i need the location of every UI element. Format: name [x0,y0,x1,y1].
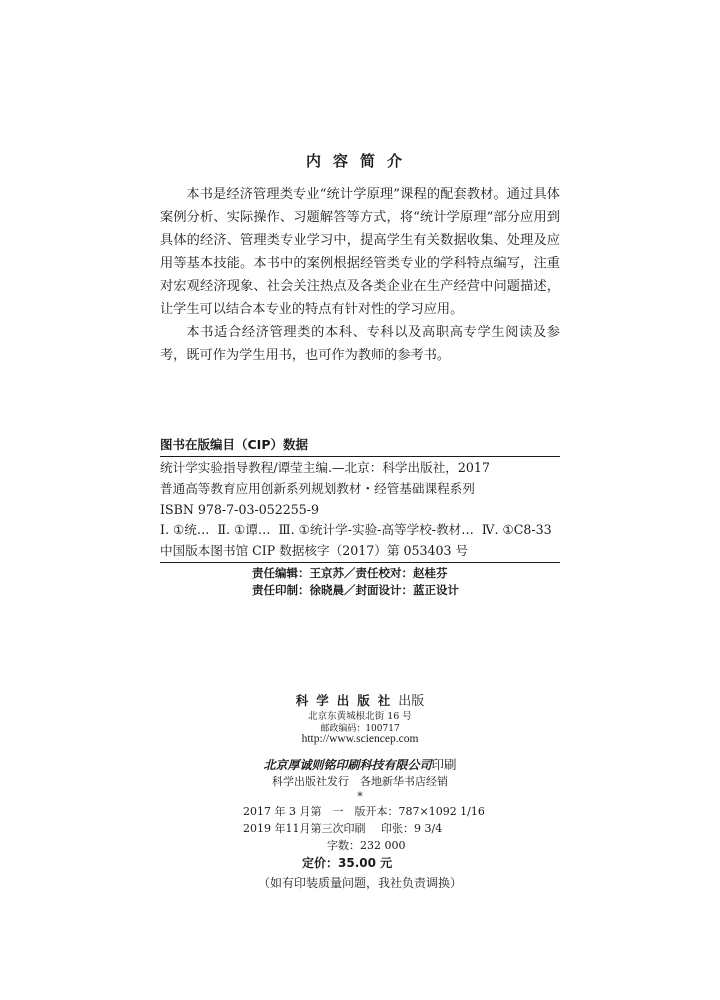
cip-class-2: Ⅱ. ①谭… [217,522,271,538]
staff-credits [252,565,459,599]
cip-top-rule [160,456,560,457]
cip-class-3: Ⅲ. ①统计学-实验-高等学校-教材… [278,522,474,538]
intro-title: 内容简介 [305,152,414,170]
printer-logo: 北京厚诚则铭印刷科技有限公司 [263,758,432,772]
publisher-logo: 科学出版社 [295,693,399,708]
cip-line-number: 中国版本图书馆 CIP 数据核字（2017）第 053403 号 [160,543,469,559]
cip-data [160,458,560,562]
publisher-address: 北京东黄城根北街 16 号 [308,711,412,722]
distribution-line: 科学出版社发行 各地新华书店经销 [272,775,448,788]
quality-notice: （如有印装质量问题，我社负责调换） [257,876,462,890]
publisher-zip: 邮政编码：100717 [320,724,400,734]
printer-suffix: 印刷 [431,757,457,772]
intro-text [160,183,560,367]
cip-line-title: 统计学实验指导教程/谭莹主编.—北京：科学出版社，2017 [160,460,490,475]
edition-format: 开本：787×1092 1/16 [365,805,485,818]
cip-line-isbn: ISBN 978-7-03-052255-9 [160,501,320,517]
publisher-website: http://www.sciencep.com [301,733,419,745]
publisher-line [0,690,720,709]
cip-class-4: Ⅳ. ①C8-33 [481,522,552,538]
edition-third-print: 2019 年11月第三次印刷 [243,821,366,835]
staff-line-production: 责任印制：徐晓晨／封面设计：蓝正设计 [252,583,459,597]
cip-class-1: Ⅰ. ①统… [160,522,210,538]
intro-paragraph-2: 本书适合经济管理类的本科、专科以及高职高专学生阅读及参考，既可作为学生用书，也可作为教师的参考书。 [160,325,560,363]
cip-bottom-rule [160,562,560,563]
staff-line-editors: 责任编辑：王京苏／责任校对：赵桂芬 [252,566,448,580]
cip-title: 图书在版编目（CIP）数据 [160,437,308,452]
publisher-suffix: 出版 [398,694,425,709]
edition-sheets: 印张：9 3/4 [381,821,443,835]
edition-first: 2017 年 3 月第 一 版 [243,805,366,818]
separator-star: * [357,790,363,803]
printer-line [0,755,720,773]
word-count: 字数：232 000 [327,839,406,852]
price: 定价：35.00 元 [302,856,393,870]
edition-row-1 [243,804,483,821]
edition-info [243,804,483,837]
edition-row-2 [243,821,483,838]
cip-line-series: 普通高等教育应用创新系列规划教材・经管基础课程系列 [160,480,475,496]
cip-line-classification [160,520,560,541]
intro-paragraph-1: 本书是经济管理类专业“统计学原理”课程的配套教材。通过具体案例分析、实际操作、习题解答等方式，将“统计学原理”部分应用到具体的经济、管理类专业学习中，提高学生有关数据收集、处理及应用等基本技能。本书中的案例根据经管类专业的学科特点编写，注重对宏观经济现象、社会关注热点及各类企业在生产经营中问题描述，让学生可以结合本专业的特点有针对性的学习应用。 [160,187,560,317]
